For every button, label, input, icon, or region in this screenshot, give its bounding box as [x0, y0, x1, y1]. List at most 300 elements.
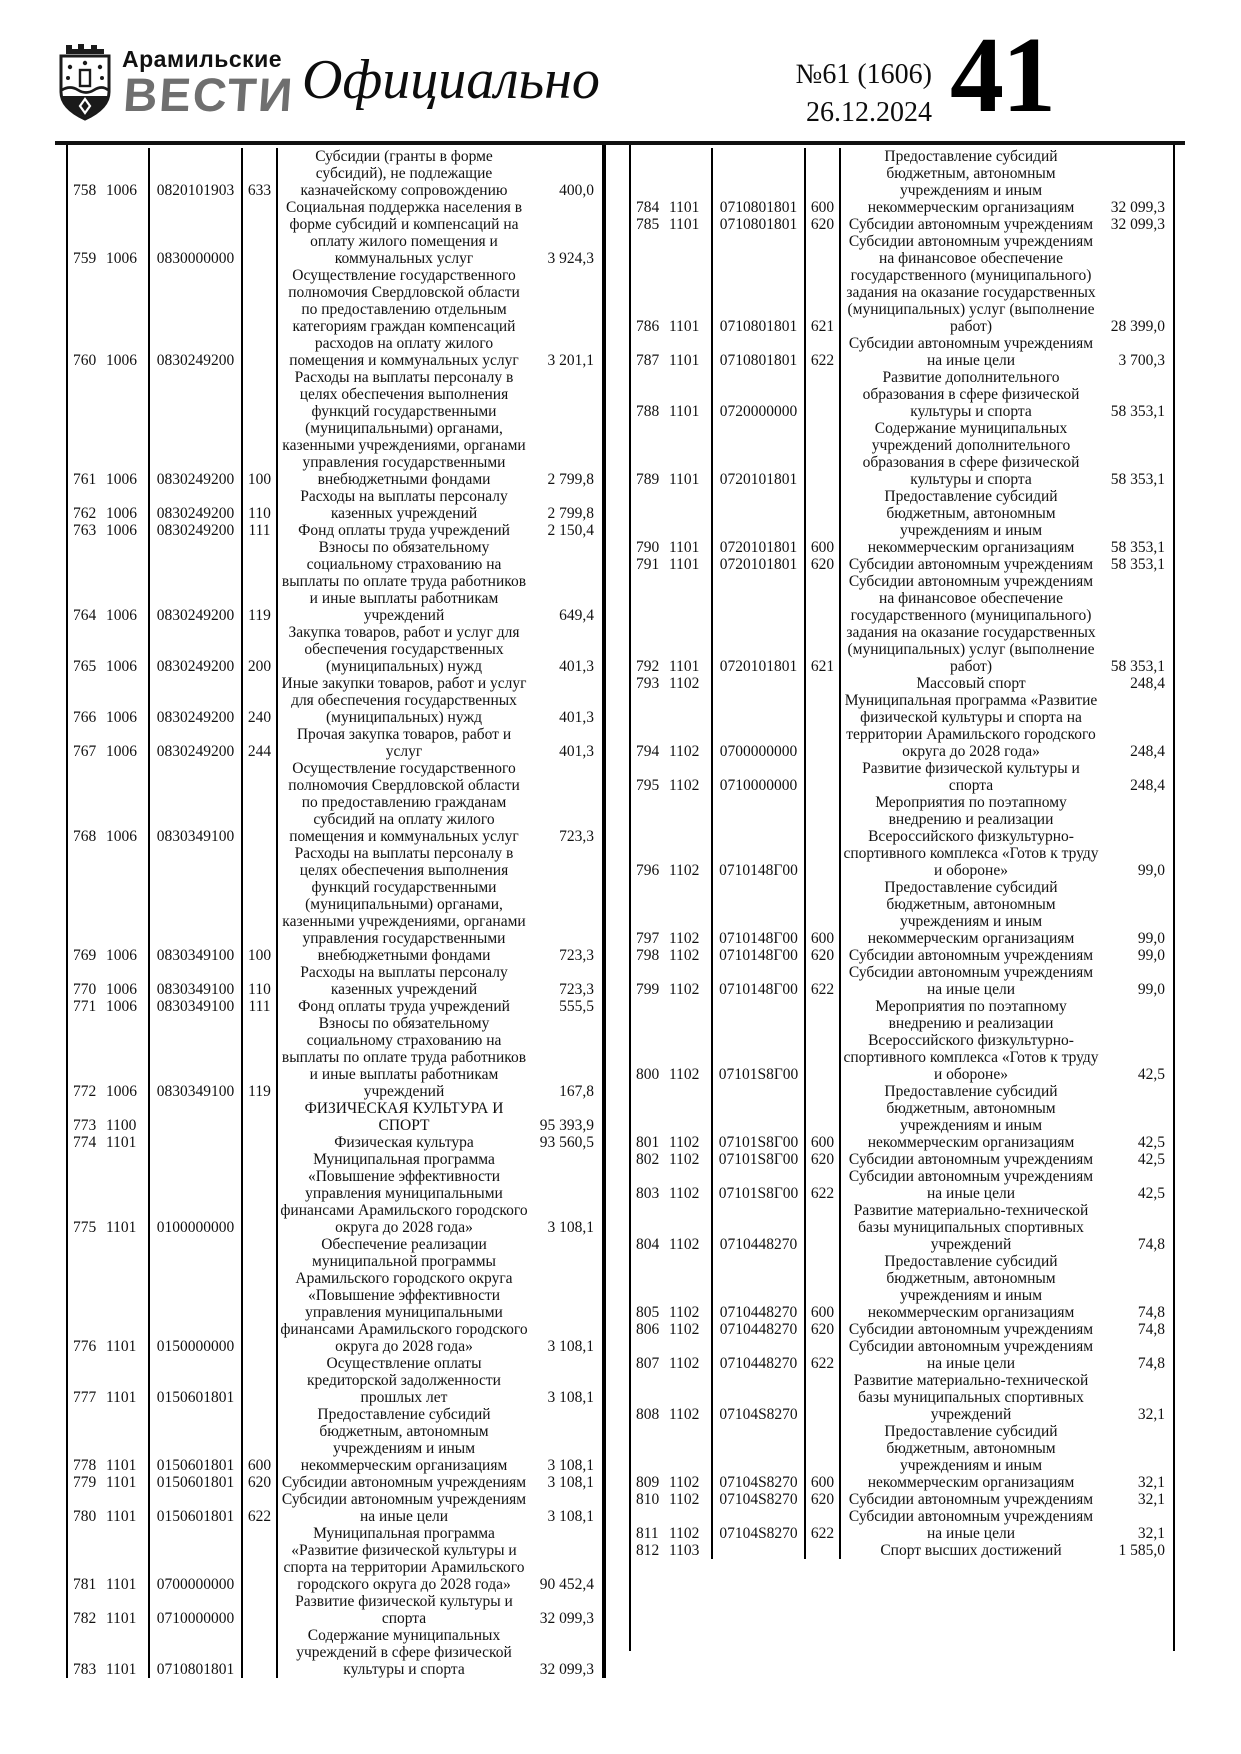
table-row: [631, 760, 1173, 794]
table-row: [68, 1627, 602, 1678]
table-row: [68, 1406, 602, 1474]
section-code: 1102: [669, 1406, 700, 1423]
target-article-cell: 0720101801: [711, 556, 806, 573]
expense-type-cell: [243, 1593, 278, 1627]
row-number: 765: [73, 658, 97, 675]
row-number: 786: [636, 318, 660, 335]
row-number: 810: [636, 1491, 660, 1508]
section-code: 1102: [669, 1525, 700, 1542]
expense-type-cell: [243, 1151, 278, 1236]
table-row: [631, 1168, 1173, 1202]
row-number: 764: [73, 607, 97, 624]
row-number: 803: [636, 1185, 660, 1202]
target-article-cell: [711, 675, 806, 692]
name-amount-cell: [841, 794, 1173, 879]
expenditure-name: Фонд оплаты труда учреждений: [298, 522, 510, 539]
target-article-cell: 0710801801: [711, 233, 806, 335]
target-article-cell: 0820101903: [148, 148, 243, 199]
name-amount-cell: [841, 1083, 1173, 1151]
section-code: 1006: [106, 947, 137, 964]
table-row: [68, 726, 602, 760]
table-row: [68, 1593, 602, 1627]
amount-value: 167,8: [559, 1083, 594, 1100]
expenditure-name: Взносы по обязательному социальному страхованию на выплаты по оплате труда работников и иные выплаты работникам учреждений: [281, 539, 527, 624]
expenditure-name: Социальная поддержка населения в форме субсидий и компенсаций на оплату жилого помещения и коммунальных услуг: [285, 199, 523, 267]
row-number: 769: [73, 947, 97, 964]
row-number: 801: [636, 1134, 660, 1151]
amount-value: 3 108,1: [547, 1389, 594, 1406]
row-number: 784: [636, 199, 660, 216]
row-number-cell: [631, 947, 711, 964]
name-amount-cell: [278, 1627, 602, 1678]
section-code: 1101: [106, 1661, 137, 1678]
expense-type-cell: 620: [806, 556, 841, 573]
expenditure-name: Развитие материально-технической базы муниципальных спортивных учреждений: [853, 1372, 1089, 1423]
expense-type-cell: 621: [806, 233, 841, 335]
section-code: 1102: [669, 947, 700, 964]
table-row: [68, 539, 602, 624]
row-number-cell: [631, 573, 711, 675]
issue-number: №61 (1606): [795, 59, 932, 90]
name-amount-cell: [841, 1491, 1173, 1508]
name-amount-cell: [841, 556, 1173, 573]
amount-value: 32,1: [1137, 1491, 1165, 1508]
section-code: 1006: [106, 709, 137, 726]
table-row: [631, 1253, 1173, 1321]
name-amount-cell: [841, 148, 1173, 216]
amount-value: 401,3: [559, 658, 594, 675]
table-row: [631, 148, 1173, 216]
section-code: 1102: [669, 1236, 700, 1253]
name-amount-cell: [278, 539, 602, 624]
section-code: 1006: [106, 471, 137, 488]
section-code: 1101: [669, 199, 700, 216]
issue-info: [700, 56, 932, 132]
expenditure-name: Субсидии автономным учреждениям на иные цели: [848, 335, 1094, 369]
amount-value: 99,0: [1137, 947, 1165, 964]
row-number: 812: [636, 1542, 660, 1559]
target-article-cell: 0710801801: [148, 1627, 243, 1678]
row-number-cell: [68, 1015, 148, 1100]
row-number: 792: [636, 658, 660, 675]
table-row: [631, 675, 1173, 692]
amount-value: 32 099,3: [1110, 216, 1165, 233]
expenditure-name: Предоставление субсидий бюджетным, автономным учреждениям и иным некоммерческим организациям: [867, 1423, 1075, 1491]
amount-value: 723,3: [559, 828, 594, 845]
expense-type-cell: 620: [806, 1151, 841, 1168]
target-article-cell: 0710000000: [711, 760, 806, 794]
row-number: 797: [636, 930, 660, 947]
row-number-cell: [68, 267, 148, 369]
name-amount-cell: [278, 1593, 602, 1627]
target-article-cell: [148, 1134, 243, 1151]
section-code: 1006: [106, 743, 137, 760]
expense-type-cell: 600: [243, 1406, 278, 1474]
expense-type-cell: [806, 1202, 841, 1253]
expenditure-name: Муниципальная программа «Развитие физической культуры и спорта на территории Арамильского городского округа до 2028 года»: [283, 1525, 525, 1593]
amount-value: 3 924,3: [547, 250, 594, 267]
row-number: 807: [636, 1355, 660, 1372]
row-number-cell: [631, 760, 711, 794]
row-number: 768: [73, 828, 97, 845]
amount-value: 400,0: [559, 182, 594, 199]
row-number-cell: [631, 1168, 711, 1202]
expense-type-cell: [243, 1236, 278, 1355]
row-number-cell: [68, 1491, 148, 1525]
expenditure-name: Предоставление субсидий бюджетным, автономным учреждениям и иным некоммерческим организациям: [867, 148, 1075, 216]
row-number-cell: [68, 998, 148, 1015]
expenditure-name: Осуществление государственного полномочия Свердловской области по предоставлению гражданам субсидий на оплату жилого помещения и коммунальных услуг: [288, 760, 520, 845]
table-row: [631, 1491, 1173, 1508]
issue-date: 26.12.2024: [806, 96, 932, 128]
expense-type-cell: 600: [806, 1083, 841, 1151]
section-code: 1102: [669, 1134, 700, 1151]
name-amount-cell: [278, 845, 602, 964]
expense-type-cell: [806, 420, 841, 488]
target-article-cell: 0830249200: [148, 675, 243, 726]
row-number: 785: [636, 216, 660, 233]
amount-value: 723,3: [559, 947, 594, 964]
section-code: 1101: [669, 658, 700, 675]
target-article-cell: 0830349100: [148, 998, 243, 1015]
table-row: [631, 794, 1173, 879]
expense-type-cell: 620: [806, 1321, 841, 1338]
amount-value: 3 201,1: [547, 352, 594, 369]
amount-value: 2 799,8: [547, 471, 594, 488]
row-number-cell: [68, 199, 148, 267]
expense-type-cell: 100: [243, 845, 278, 964]
section-code: 1006: [106, 1083, 137, 1100]
table-row: [68, 845, 602, 964]
target-article-cell: 07104S8270: [711, 1423, 806, 1491]
target-article-cell: 0830349100: [148, 1015, 243, 1100]
amount-value: 3 108,1: [547, 1474, 594, 1491]
row-number: 800: [636, 1066, 660, 1083]
row-number-cell: [68, 675, 148, 726]
amount-value: 2 799,8: [547, 505, 594, 522]
section-code: 1101: [106, 1389, 137, 1406]
row-number: 804: [636, 1236, 660, 1253]
name-amount-cell: [278, 199, 602, 267]
expense-type-cell: [243, 1134, 278, 1151]
table-row: [631, 335, 1173, 369]
table-row: [68, 199, 602, 267]
expenditure-name: Предоставление субсидий бюджетным, автономным учреждениям и иным некоммерческим организациям: [300, 1406, 508, 1474]
name-amount-cell: [278, 675, 602, 726]
target-article-cell: 07101S8Г00: [711, 1151, 806, 1168]
name-amount-cell: [841, 1423, 1173, 1491]
section-code: 1101: [106, 1576, 137, 1593]
row-number: 776: [73, 1338, 97, 1355]
expense-type-cell: [243, 1355, 278, 1406]
expenditure-name: Закупка товаров, работ и услуг для обеспечения государственных (муниципальных) нужд: [288, 624, 520, 675]
table-row: [631, 420, 1173, 488]
amount-value: 3 108,1: [547, 1457, 594, 1474]
amount-value: 74,8: [1137, 1355, 1165, 1372]
expenditure-name: Расходы на выплаты персоналу казенных учреждений: [300, 488, 508, 522]
row-number: 782: [73, 1610, 97, 1627]
expense-type-cell: 111: [243, 522, 278, 539]
row-number-cell: [68, 1355, 148, 1406]
amount-value: 74,8: [1137, 1321, 1165, 1338]
row-number: 771: [73, 998, 97, 1015]
target-article-cell: 0710000000: [148, 1593, 243, 1627]
name-amount-cell: [841, 879, 1173, 947]
target-article-cell: 0710801801: [711, 216, 806, 233]
expenditure-name: Мероприятия по поэтапному внедрению и реализации Всероссийского физкультурно-спортивного комплекса «Готов к труду и обороне»: [843, 998, 1099, 1083]
row-number-cell: [631, 1338, 711, 1372]
row-number: 789: [636, 471, 660, 488]
expense-type-cell: 622: [806, 335, 841, 369]
table-row: [68, 675, 602, 726]
amount-value: 32,1: [1137, 1474, 1165, 1491]
name-amount-cell: [841, 1321, 1173, 1338]
row-number-cell: [631, 420, 711, 488]
amount-value: 3 108,1: [547, 1219, 594, 1236]
expenditure-name: Иные закупки товаров, работ и услуг для обеспечения государственных (муниципальных) нужд: [281, 675, 527, 726]
row-number-cell: [631, 1508, 711, 1542]
section-code: 1102: [669, 1491, 700, 1508]
row-number-cell: [68, 1627, 148, 1678]
row-number-cell: [631, 556, 711, 573]
row-number: 779: [73, 1474, 97, 1491]
table-row: [68, 1134, 602, 1151]
expenditure-name: Расходы на выплаты персоналу казенных учреждений: [300, 964, 508, 998]
table-row: [68, 760, 602, 845]
name-amount-cell: [278, 726, 602, 760]
row-number-cell: [68, 624, 148, 675]
row-number: 767: [73, 743, 97, 760]
amount-value: 99,0: [1137, 930, 1165, 947]
target-article-cell: 0710448270: [711, 1202, 806, 1253]
table-row: [631, 1372, 1173, 1423]
section-code: 1101: [669, 539, 700, 556]
expenditure-name: Осуществление оплаты кредиторской задолженности прошлых лет: [307, 1355, 501, 1406]
name-amount-cell: [278, 1491, 602, 1525]
section-code: 1101: [106, 1134, 137, 1151]
expense-type-cell: 100: [243, 369, 278, 488]
table-row: [631, 573, 1173, 675]
row-number-cell: [631, 1491, 711, 1508]
row-number: 795: [636, 777, 660, 794]
amount-value: 42,5: [1137, 1151, 1165, 1168]
target-article-cell: 0710801801: [711, 148, 806, 216]
section-code: 1101: [106, 1474, 137, 1491]
row-number-cell: [631, 998, 711, 1083]
target-article-cell: 07101S8Г00: [711, 998, 806, 1083]
expenditure-name: Предоставление субсидий бюджетным, автономным учреждениям и иным некоммерческим организациям: [867, 488, 1075, 556]
expense-type-cell: [243, 760, 278, 845]
row-number-cell: [631, 369, 711, 420]
amount-value: 32 099,3: [539, 1661, 594, 1678]
row-number-cell: [631, 1321, 711, 1338]
row-number-cell: [631, 692, 711, 760]
expense-type-cell: [806, 1542, 841, 1559]
expenditure-name: Прочая закупка товаров, работ и услуг: [296, 726, 512, 760]
row-number: 759: [73, 250, 97, 267]
amount-value: 2 150,4: [547, 522, 594, 539]
name-amount-cell: [841, 216, 1173, 233]
amount-value: 248,4: [1130, 777, 1165, 794]
expenditure-name: Развитие дополнительного образования в сфере физической культуры и спорта: [862, 369, 1080, 420]
table-row: [68, 1100, 602, 1134]
amount-value: 3 700,3: [1118, 352, 1165, 369]
expenditure-name: Предоставление субсидий бюджетным, автономным учреждениям и иным некоммерческим организациям: [867, 1083, 1075, 1151]
expense-type-cell: 110: [243, 488, 278, 522]
name-amount-cell: [278, 964, 602, 998]
section-code: 1006: [106, 981, 137, 998]
section-code: 1006: [106, 522, 137, 539]
target-article-cell: 0720101801: [711, 573, 806, 675]
target-article-cell: 07104S8270: [711, 1372, 806, 1423]
target-article-cell: 0150601801: [148, 1355, 243, 1406]
amount-value: 32,1: [1137, 1525, 1165, 1542]
name-amount-cell: [841, 1542, 1173, 1559]
table-row: [68, 1525, 602, 1593]
expenditure-name: Взносы по обязательному социальному страхованию на выплаты по оплате труда работников и иные выплаты работникам учреждений: [281, 1015, 527, 1100]
target-article-cell: 0830349100: [148, 964, 243, 998]
amount-value: 401,3: [559, 709, 594, 726]
row-number: 775: [73, 1219, 97, 1236]
row-number: 770: [73, 981, 97, 998]
table-row: [68, 1015, 602, 1100]
row-number-cell: [631, 1151, 711, 1168]
table-row: [631, 369, 1173, 420]
target-article-cell: 0830249200: [148, 726, 243, 760]
section-code: 1102: [669, 981, 700, 998]
row-number-cell: [68, 1406, 148, 1474]
name-amount-cell: [278, 624, 602, 675]
expenditure-name: Содержание муниципальных учреждений в сфере физической культуры и спорта: [296, 1627, 512, 1678]
name-amount-cell: [278, 1236, 602, 1355]
target-article-cell: 0830249200: [148, 539, 243, 624]
row-number: 781: [73, 1576, 97, 1593]
amount-value: 3 108,1: [547, 1508, 594, 1525]
coat-of-arms-icon: [58, 40, 112, 122]
name-amount-cell: [841, 233, 1173, 335]
expenditure-name: Субсидии автономным учреждениям на иные цели: [848, 1508, 1094, 1542]
row-number: 788: [636, 403, 660, 420]
row-number: 790: [636, 539, 660, 556]
expenditure-name: Расходы на выплаты персоналу в целях обеспечения выполнения функций государственными (муниципальными) органами, казенными учреждениями, органами управления государственными внебюджетными фондами: [282, 369, 526, 488]
expenditure-name: ФИЗИЧЕСКАЯ КУЛЬТУРА И СПОРТ: [304, 1100, 504, 1134]
amount-value: 28 399,0: [1110, 318, 1165, 335]
expense-type-cell: 200: [243, 624, 278, 675]
expenditure-name: Муниципальная программа «Развитие физической культуры и спорта на территории Арамильского городского округа до 2028 года»: [844, 692, 1098, 760]
expenditure-name: Субсидии автономным учреждениям: [848, 947, 1094, 964]
expense-type-cell: [243, 267, 278, 369]
table-row: [631, 556, 1173, 573]
table-row: [68, 1151, 602, 1236]
expenditure-name: Субсидии автономным учреждениям: [848, 1151, 1094, 1168]
name-amount-cell: [841, 420, 1173, 488]
amount-value: 58 353,1: [1110, 658, 1165, 675]
row-number-cell: [68, 845, 148, 964]
expense-type-cell: 621: [806, 573, 841, 675]
name-amount-cell: [841, 1338, 1173, 1372]
name-amount-cell: [841, 369, 1173, 420]
section-code: 1102: [669, 930, 700, 947]
expenditure-name: Субсидии автономным учреждениям: [848, 556, 1094, 573]
section-code: 1102: [669, 777, 700, 794]
expense-type-cell: [243, 1627, 278, 1678]
name-amount-cell: [278, 488, 602, 522]
target-article-cell: 0710148Г00: [711, 947, 806, 964]
expenditure-name: Субсидии автономным учреждениям: [848, 1321, 1094, 1338]
table-row: [631, 233, 1173, 335]
name-amount-cell: [841, 1151, 1173, 1168]
amount-value: 58 353,1: [1110, 556, 1165, 573]
expense-type-cell: [806, 369, 841, 420]
target-article-cell: 0830249200: [148, 522, 243, 539]
name-amount-cell: [841, 692, 1173, 760]
name-amount-cell: [841, 675, 1173, 692]
section-code: 1102: [669, 743, 700, 760]
name-amount-cell: [278, 1525, 602, 1593]
expenditure-name: Предоставление субсидий бюджетным, автономным учреждениям и иным некоммерческим организациям: [867, 1253, 1075, 1321]
row-number: 777: [73, 1389, 97, 1406]
target-article-cell: 07101S8Г00: [711, 1083, 806, 1151]
amount-value: 99,0: [1137, 981, 1165, 998]
table-row: [68, 1355, 602, 1406]
table-row: [631, 1083, 1173, 1151]
target-article-cell: 0710448270: [711, 1321, 806, 1338]
row-number: 791: [636, 556, 660, 573]
row-number-cell: [631, 488, 711, 556]
masthead-text: [121, 40, 297, 121]
row-number: 798: [636, 947, 660, 964]
expenditure-name: Субсидии автономным учреждениям: [848, 1491, 1094, 1508]
expense-type-cell: 600: [806, 148, 841, 216]
target-article-cell: 0830000000: [148, 199, 243, 267]
target-article-cell: 0710148Г00: [711, 794, 806, 879]
masthead-title: ВЕСТИ: [121, 68, 297, 121]
row-number: 783: [73, 1661, 97, 1678]
row-number-cell: [68, 148, 148, 199]
target-article-cell: 0150601801: [148, 1406, 243, 1474]
target-article-cell: 0100000000: [148, 1151, 243, 1236]
row-number: 794: [636, 743, 660, 760]
row-number: 773: [73, 1117, 97, 1134]
row-number: 762: [73, 505, 97, 522]
target-article-cell: 0830249200: [148, 624, 243, 675]
expense-type-cell: [806, 1372, 841, 1423]
expense-type-cell: 622: [806, 1168, 841, 1202]
row-number: 793: [636, 675, 660, 692]
row-number: 772: [73, 1083, 97, 1100]
row-number-cell: [68, 1100, 148, 1134]
section-code: 1101: [669, 216, 700, 233]
target-article-cell: 0710448270: [711, 1338, 806, 1372]
amount-value: 723,3: [559, 981, 594, 998]
row-number-cell: [68, 539, 148, 624]
table-row: [631, 1542, 1173, 1559]
section-code: 1103: [669, 1542, 700, 1559]
section-code: 1102: [669, 1321, 700, 1338]
section-code: 1102: [669, 1474, 700, 1491]
amount-value: 74,8: [1137, 1304, 1165, 1321]
target-article-cell: 0830349100: [148, 845, 243, 964]
row-number-cell: [631, 794, 711, 879]
table-row: [68, 522, 602, 539]
row-number: 760: [73, 352, 97, 369]
expenditure-name: Субсидии автономным учреждениям на финансовое обеспечение государственного (муниципального) задания на оказание государственных (муниципальных) услуг (выполнение работ): [846, 233, 1096, 335]
name-amount-cell: [278, 1151, 602, 1236]
name-amount-cell: [841, 1168, 1173, 1202]
table-row: [631, 1321, 1173, 1338]
table-row: [631, 1508, 1173, 1542]
section-code: 1100: [106, 1117, 137, 1134]
